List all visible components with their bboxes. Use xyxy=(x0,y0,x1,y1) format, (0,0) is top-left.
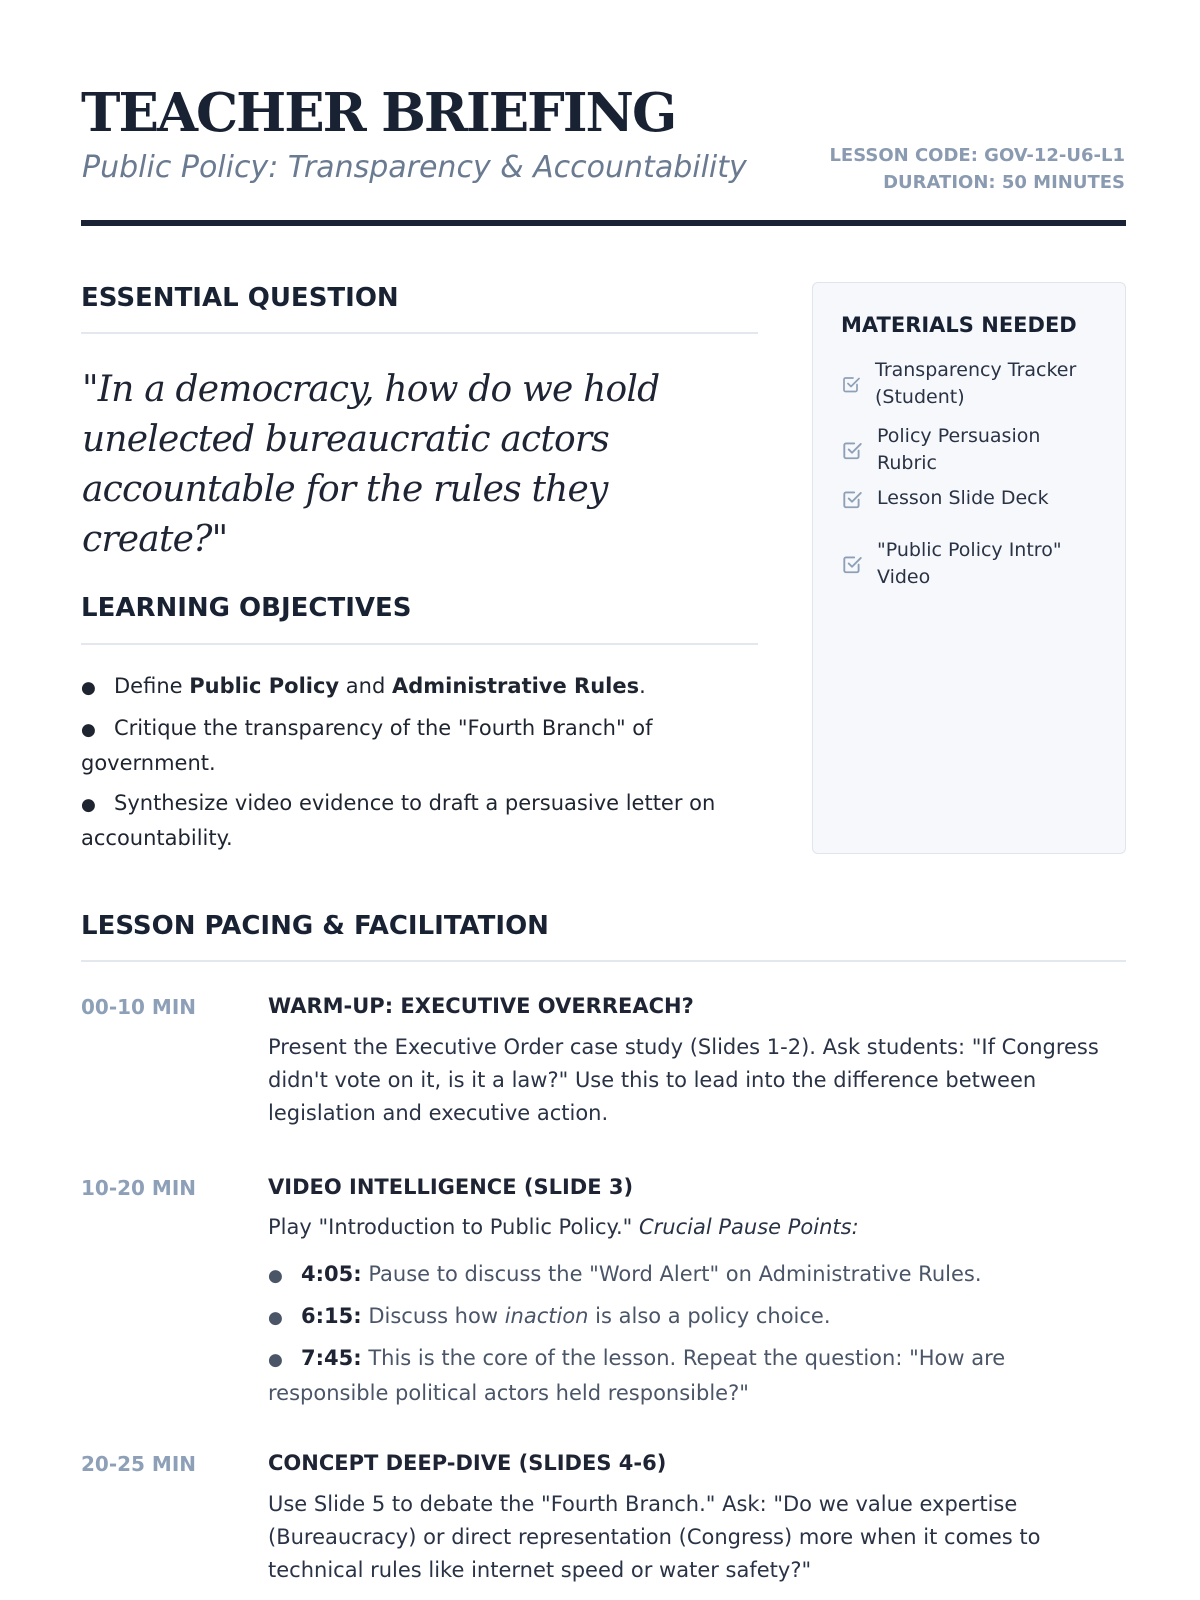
pause-points-list xyxy=(268,1258,1130,1417)
material-label: Transparency Tracker (Student) xyxy=(875,359,1077,408)
bullet-icon: ● xyxy=(81,678,96,698)
materials-panel xyxy=(812,282,1126,854)
pacing-title: CONCEPT DEEP-DIVE (SLIDES 4-6) xyxy=(268,1451,667,1475)
material-item xyxy=(841,357,1085,411)
pause-point: ● 6:15: Discuss how inaction is also a policy choice. xyxy=(268,1300,1130,1335)
pacing-description: Play "Introduction to Public Policy." Crucial Pause Points: xyxy=(268,1215,859,1239)
objective-item: ● Define Public Policy and Administrative Rules. xyxy=(81,670,761,705)
essential-question-heading: ESSENTIAL QUESTION xyxy=(81,283,399,313)
bullet-icon: ● xyxy=(268,1350,283,1370)
material-label: Lesson Slide Deck xyxy=(877,487,1049,509)
pacing-title: VIDEO INTELLIGENCE (SLIDE 3) xyxy=(268,1175,634,1199)
objective-item: ● Critique the transparency of the "Fourth Branch" of government. xyxy=(81,716,653,775)
learning-objectives-divider xyxy=(81,643,758,645)
pause-point: ● 4:05: Pause to discuss the "Word Alert" on Administrative Rules. xyxy=(268,1258,1130,1293)
header-divider xyxy=(81,220,1126,226)
page-title: TEACHER BRIEFING xyxy=(81,82,676,144)
material-label: Policy Persuasion Rubric xyxy=(877,425,1041,474)
essential-question-divider xyxy=(81,332,758,334)
material-item xyxy=(841,537,1077,591)
bullet-icon: ● xyxy=(81,795,96,815)
checkbox-checked-icon xyxy=(841,553,863,575)
pacing-title: WARM-UP: EXECUTIVE OVERREACH? xyxy=(268,994,694,1018)
essential-question-quote: "In a democracy, how do we hold unelected bureaucratic actors accountable for the rules they create?" xyxy=(82,369,660,560)
checkbox-checked-icon xyxy=(841,439,863,461)
lesson-meta xyxy=(829,142,1125,196)
bullet-icon: ● xyxy=(268,1308,283,1328)
pacing-time: 00-10 MIN xyxy=(81,995,197,1019)
pacing-time: 20-25 MIN xyxy=(81,1452,197,1476)
pacing-time: 10-20 MIN xyxy=(81,1176,197,1200)
bullet-icon: ● xyxy=(81,720,96,740)
lesson-duration: DURATION: 50 MINUTES xyxy=(883,172,1125,193)
pacing-description: Use Slide 5 to debate the "Fourth Branch." Ask: "Do we value expertise (Bureaucracy) or direct representation (Congress) more when it comes to technical rules like internet speed or water safety?" xyxy=(268,1492,1041,1582)
pacing-heading: LESSON PACING & FACILITATION xyxy=(81,911,549,941)
bullet-icon: ● xyxy=(268,1266,283,1286)
pacing-description: Present the Executive Order case study (Slides 1-2). Ask students: "If Congress didn't vote on it, is it a law?" Use this to lead into the difference between legislation and executive action. xyxy=(268,1035,1099,1125)
pacing-divider xyxy=(81,960,1126,962)
materials-heading: MATERIALS NEEDED xyxy=(841,313,1077,337)
checkbox-checked-icon xyxy=(841,488,863,510)
lesson-code: LESSON CODE: GOV-12-U6-L1 xyxy=(829,145,1125,166)
learning-objectives-heading: LEARNING OBJECTIVES xyxy=(81,593,412,623)
material-item xyxy=(841,485,1097,512)
page-subtitle: Public Policy: Transparency & Accountability xyxy=(82,150,747,185)
checkbox-checked-icon xyxy=(841,374,861,394)
objectives-list xyxy=(81,670,761,862)
pause-point: ● 7:45: This is the core of the lesson. Repeat the question: "How are responsible political actors held responsible?" xyxy=(268,1346,1006,1405)
material-item xyxy=(841,423,1077,477)
objective-item: ● Synthesize video evidence to draft a persuasive letter on accountability. xyxy=(81,791,716,850)
material-label: "Public Policy Intro" Video xyxy=(877,539,1062,588)
